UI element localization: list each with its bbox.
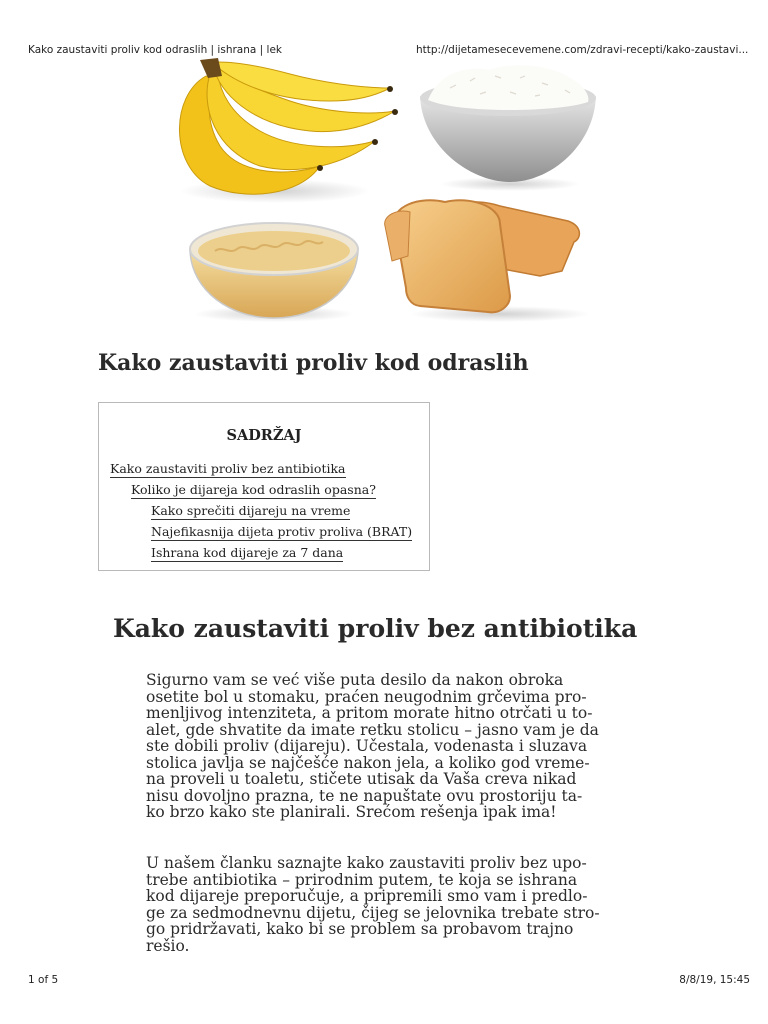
paragraph-intro xyxy=(146,672,624,821)
paragraph-line: Sigurno vam se već više puta desilo da nakon obroka xyxy=(146,671,564,689)
print-datetime: 8/8/19, 15:45 xyxy=(679,974,750,986)
section-heading: Kako zaustaviti proliv bez antibiotika xyxy=(113,614,638,643)
paragraph-summary xyxy=(146,855,624,954)
paragraph-line: osetite bol u stomaku, praćen neugodnim grčevima pro- xyxy=(146,687,587,706)
toc-link-5[interactable]: Ishrana kod dijareje za 7 dana xyxy=(151,545,344,560)
food-illustration xyxy=(170,56,600,322)
paragraph-line: ko brzo kako ste planirali. Srećom rešenja ipak ima! xyxy=(146,803,557,821)
paragraph-line: nisu dovoljno prazna, te ne napuštate ovu prostoriju ta- xyxy=(146,786,583,805)
paragraph-line: trebe antibiotika – prirodnim putem, te koja se ishrana xyxy=(146,870,578,889)
paragraph-line: menljivog intenziteta, a pritom morate hitno otrčati u to- xyxy=(146,704,593,722)
paragraph-line: kod dijareje preporučuje, a pripremili smo vam i predlo- xyxy=(146,887,588,905)
toc-link-4[interactable]: Najefikasnija dijeta protiv proliva (BRAT) xyxy=(151,524,413,539)
print-page-number: 1 of 5 xyxy=(28,974,59,986)
paragraph-line: na proveli u toaletu, stičete utisak da Vaša creva nikad xyxy=(146,770,577,788)
table-of-contents xyxy=(98,402,430,571)
bananas-image xyxy=(179,58,398,203)
applesauce-bowl-image xyxy=(190,223,358,322)
paragraph-line: stolica javlja se najčešće nakon jela, a koliko god vreme- xyxy=(146,753,590,772)
paragraph-line: alet, gde shvatite da imate retku stolicu – jasno vam je da xyxy=(146,720,599,739)
paragraph-line: U našem članku saznajte kako zaustaviti proliv bez upo- xyxy=(146,854,587,872)
print-header-url[interactable]: http://dijetamesecevemene.com/zdravi-recepti/kako-zaustavi... xyxy=(416,44,749,56)
article-title: Kako zaustaviti proliv kod odraslih xyxy=(98,350,529,376)
paragraph-line: go pridržavati, kako bi se problem sa probavom trajno xyxy=(146,920,574,938)
paragraph-line: ge za sedmodnevnu dijetu, čijeg se jelovnika trebate stro- xyxy=(146,903,600,922)
toc-heading: SADRŽAJ xyxy=(226,427,302,444)
toc-link-2[interactable]: Koliko je dijareja kod odraslih opasna? xyxy=(131,482,376,497)
toast-image xyxy=(385,200,590,322)
toc-link-3[interactable]: Kako sprečiti dijareju na vreme xyxy=(151,503,351,518)
print-header-title: Kako zaustaviti proliv kod odraslih | ishrana | lek xyxy=(28,44,282,56)
toc-link-1[interactable]: Kako zaustaviti proliv bez antibiotika xyxy=(110,461,346,476)
paragraph-line: ste dobili proliv (dijareju). Učestala, vodenasta i sluzava xyxy=(146,737,588,755)
paragraph-line: rešio. xyxy=(146,936,190,955)
rice-bowl-image xyxy=(420,65,596,191)
